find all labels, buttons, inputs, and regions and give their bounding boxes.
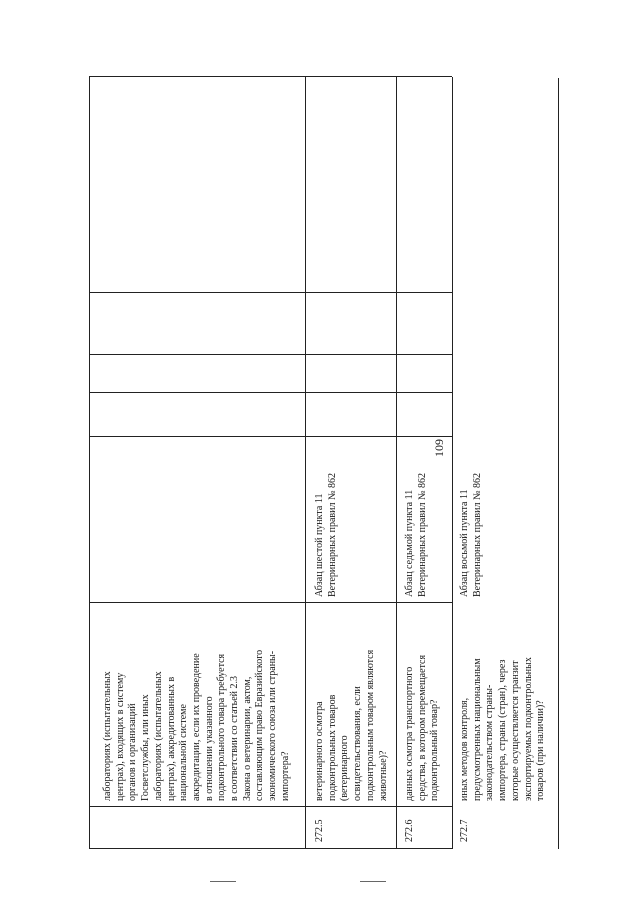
question-line: средства, в котором перемещается <box>416 654 428 801</box>
table-border-top <box>89 77 90 849</box>
question-line: животные)? <box>377 750 389 801</box>
row-separator <box>305 77 306 849</box>
question-line: лабораториях (испытательных <box>152 671 164 801</box>
scan-mark <box>360 881 386 882</box>
question-cell-continued <box>102 650 293 801</box>
question-line: предусмотренных национальным <box>471 658 483 801</box>
reference-line: Абзац седьмой пункта 11 <box>404 489 415 597</box>
column-separator <box>89 806 452 807</box>
reference-line: Ветеринарных правил № 862 <box>326 472 338 597</box>
question-line: подконтрольным товаром являются <box>364 649 376 801</box>
question-line: аккредитации, если их проведение <box>190 653 202 801</box>
question-line: законодательством страны- <box>484 684 496 801</box>
question-cell <box>459 657 548 801</box>
question-line: Госветслужбы, или иных <box>140 694 152 801</box>
question-line: подконтрольный товар? <box>429 699 441 801</box>
scan-mark <box>210 881 236 882</box>
question-cell <box>314 650 390 801</box>
reference-line: Ветеринарных правил № 862 <box>471 472 483 597</box>
reference-cell <box>404 473 429 597</box>
page-number: 109 <box>432 439 446 457</box>
question-line: в соответствии со статьей 2.3 <box>229 676 241 801</box>
row-separator-partial <box>452 78 453 849</box>
column-separator <box>89 602 452 603</box>
question-line: национальной системе <box>178 704 190 801</box>
reference-cell <box>459 473 484 597</box>
column-separator <box>89 436 452 437</box>
question-line: подконтрольных товаров <box>326 694 338 801</box>
column-separator <box>89 354 452 355</box>
reference-line: Абзац восьмой пункта 11 <box>459 489 470 597</box>
question-line: составляющим право Евразийского <box>254 649 266 801</box>
table-border-right <box>89 76 452 77</box>
question-line: импортера? <box>279 751 291 801</box>
question-line: ветеринарного осмотра <box>314 701 325 801</box>
table-border-right-partial <box>558 78 559 849</box>
column-separator <box>89 292 452 293</box>
reference-cell <box>314 473 339 597</box>
question-line: импортера, страны (стран), через <box>497 659 509 801</box>
question-line: в отношении указанного <box>203 696 215 801</box>
question-cell <box>404 655 442 801</box>
question-line: центрах), входящих в систему <box>114 672 126 801</box>
question-line: данных осмотра транспортного <box>404 666 415 801</box>
table-border-left <box>89 848 452 849</box>
question-line: (ветеринарного <box>339 735 351 801</box>
reference-line: Ветеринарных правил № 862 <box>416 472 428 597</box>
question-line: экономического союза или страны- <box>267 650 279 801</box>
question-line: которые осуществляется транзит <box>509 660 521 801</box>
question-line: центрах), аккредитованных в <box>165 676 177 801</box>
row-number: 272.7 <box>459 819 470 842</box>
question-line: подконтрольного товара требуется <box>216 653 228 801</box>
column-separator <box>89 392 452 393</box>
row-number: 272.5 <box>314 819 325 842</box>
question-line: органов и организаций <box>127 703 139 801</box>
question-line: иных методов контроля, <box>459 697 470 801</box>
question-line: освидетельствования, если <box>352 686 364 801</box>
question-line: товаров (при наличии)? <box>535 700 547 801</box>
reference-line: Абзац шестой пункта 11 <box>314 493 325 597</box>
question-line: Закона о ветеринарии, актом, <box>241 676 253 801</box>
row-number: 272.6 <box>404 819 415 842</box>
question-line: экспортируемых подконтрольных <box>522 657 534 801</box>
question-line: лабораториях (испытательных <box>102 671 113 801</box>
row-separator <box>396 77 397 849</box>
checklist-table <box>89 77 547 849</box>
